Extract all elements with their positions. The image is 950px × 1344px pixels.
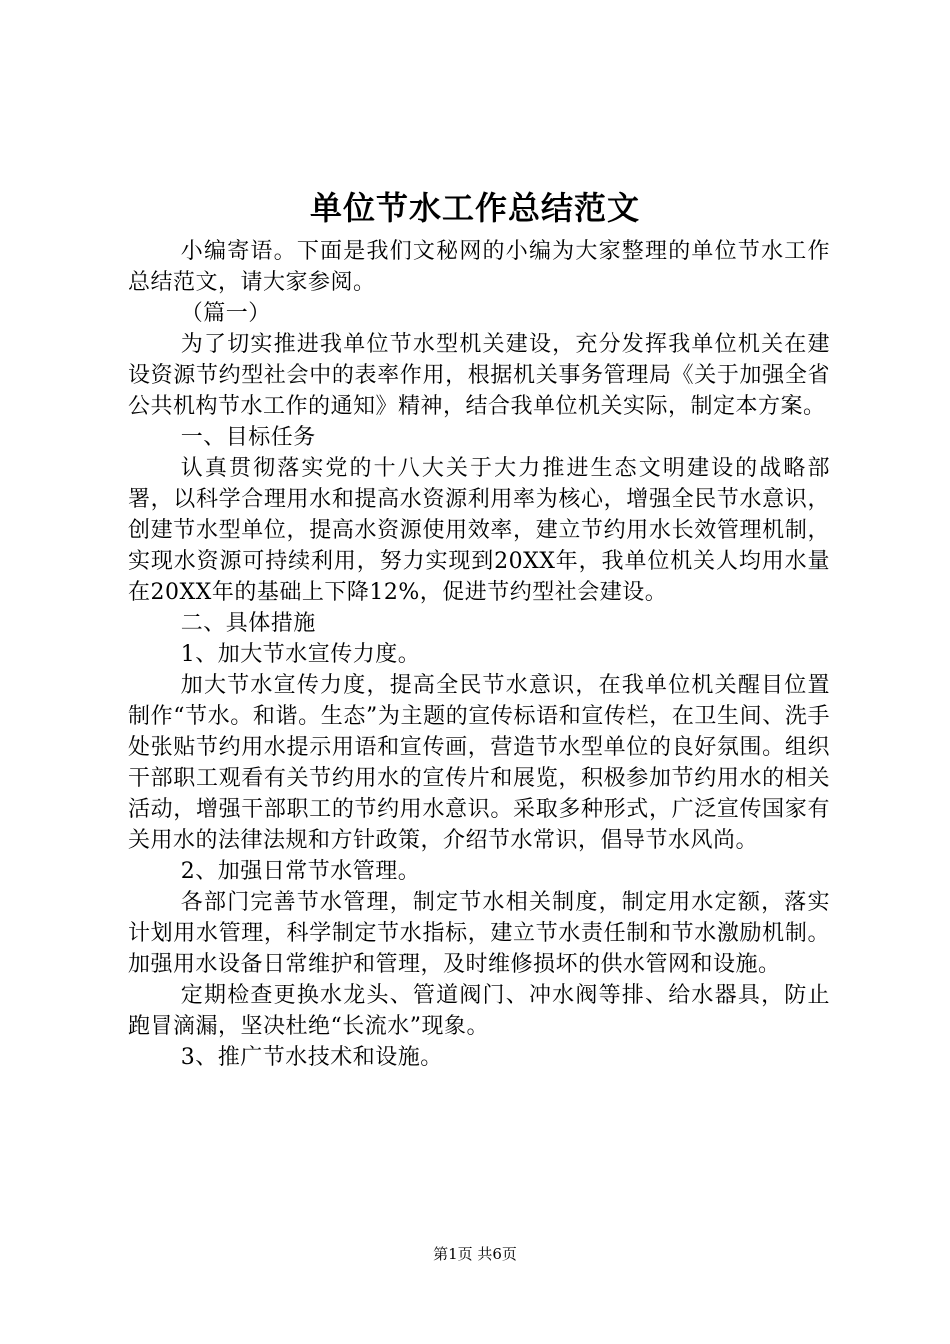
- page-footer: 第1页 共6页: [433, 1245, 517, 1263]
- heading-goals: 一、目标任务: [180, 425, 316, 450]
- paragraph-goals: 认真贯彻落实党的十八大关于大力推进生态文明建设的战略部署，以科学合理用水和提高水资源利用率为核心，增强全民节水意识，创建节水型单位，提高水资源使用效率，建立节约用水长效管理机制，实现水资源可持续利用，努力实现到20XX年，我单位机关人均用水量在20XX年的基础上下降12%，促进节约型社会建设。: [128, 456, 830, 605]
- paragraph-section-label: （篇一）: [180, 301, 271, 326]
- paragraph-inspection: 定期检查更换水龙头、管道阀门、冲水阀等排、给水器具，防止跑冒滴漏，坚决杜绝“长流水”现象。: [128, 983, 830, 1039]
- paragraph-management: 各部门完善节水管理，制定节水相关制度，制定用水定额，落实计划用水管理，科学制定节水指标，建立节水责任制和节水激励机制。加强用水设备日常维护和管理，及时维修损坏的供水管网和设施。: [128, 890, 830, 977]
- subheading-technology: 3、推广节水技术和设施。: [180, 1045, 443, 1070]
- subheading-management: 2、加强日常节水管理。: [180, 859, 421, 884]
- paragraph-publicity: 加大节水宣传力度，提高全民节水意识，在我单位机关醒目位置制作“节水。和谐。生态”为主题的宣传标语和宣传栏，在卫生间、洗手处张贴节约用水提示用语和宣传画，营造节水型单位的良好氛围。组织干部职工观看有关节约用水的宣传片和展览，积极参加节约用水的相关活动，增强干部职工的节约用水意识。采取多种形式，广泛宣传国家有关用水的法律法规和方针政策，介绍节水常识，倡导节水风尚。: [128, 673, 830, 853]
- subheading-publicity: 1、加大节水宣传力度。: [180, 642, 421, 667]
- document-body: [128, 236, 830, 1073]
- heading-measures: 二、具体措施: [180, 611, 316, 636]
- paragraph-intro: 小编寄语。下面是我们文秘网的小编为大家整理的单位节水工作总结范文，请大家参阅。: [128, 239, 830, 295]
- document-title: 单位节水工作总结范文: [309, 189, 640, 227]
- paragraph-purpose: 为了切实推进我单位节水型机关建设，充分发挥我单位机关在建设资源节约型社会中的表率作用，根据机关事务管理局《关于加强全省公共机构节水工作的通知》精神，结合我单位机关实际，制定本方案。: [128, 332, 830, 419]
